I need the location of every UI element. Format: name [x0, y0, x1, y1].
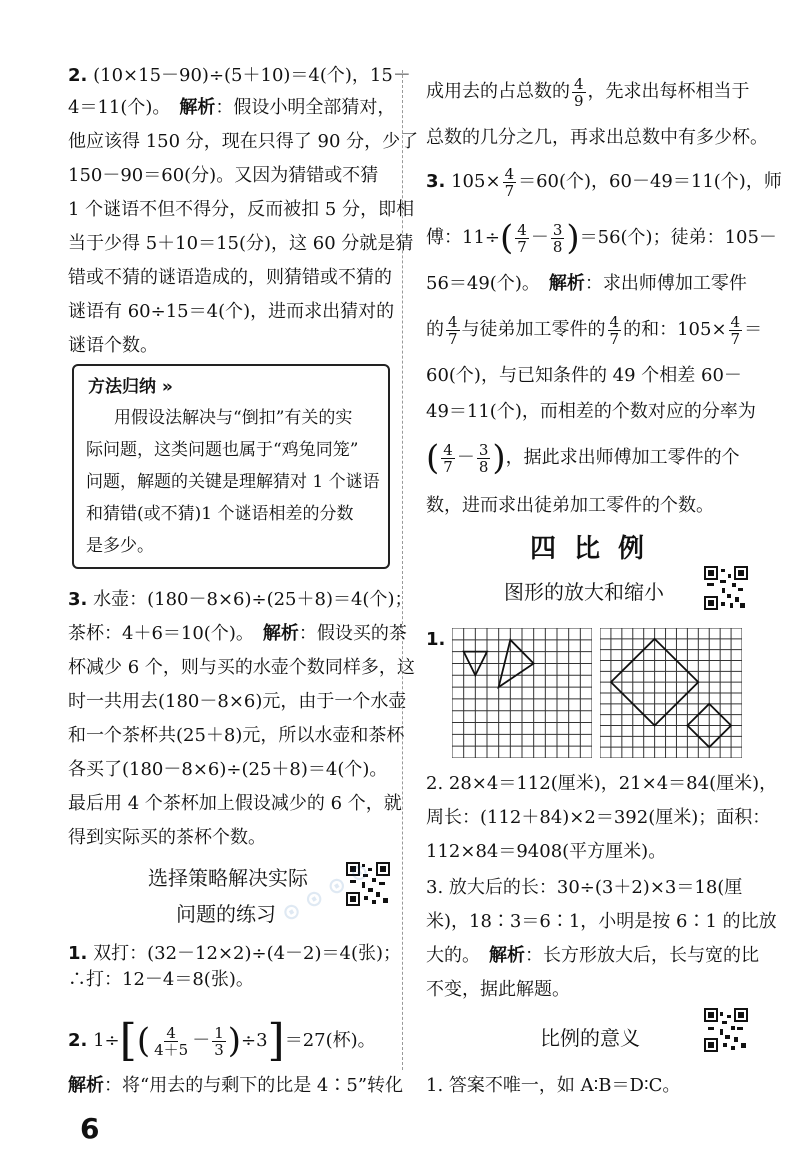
grid-figure-squares [600, 628, 742, 758]
method-summary-box [72, 364, 390, 569]
answer-3-line-4: 时一共用去(180－8×6)元，由于一个水壶 [68, 691, 407, 712]
answer-2-line-7: 错或不猜的谜语造成的，则猜错或不猜的 [68, 267, 392, 288]
section-title-ratio-meaning: 比例的意义 [540, 1026, 640, 1050]
fraction: $\frac{4}{7}$ [504, 164, 515, 200]
fraction: $\frac{4}{4+5}$ [154, 1023, 189, 1059]
grid-figure-triangles [452, 628, 592, 758]
strategy-answer-2: 2. 1÷ [ ( $\frac{4}{4+5}$ － $\frac{1}{3}$ ) ÷3 ] ＝27(杯)。 [68, 1015, 376, 1066]
method-summary-title: 方法归纳 » [88, 377, 173, 397]
answer-2-line-8: 谜语有 60÷15＝4(个)，进而求出猜对的 [68, 301, 395, 322]
answer-3-line-7: 最后用 4 个茶杯加上假设减少的 6 个，就 [68, 793, 402, 814]
enlarge-answer-3-line-3: 大的。 解析：长方形放大后，长与宽的比 [426, 945, 759, 966]
strategy-answer-1-line-1: 1. 双打：(32－12×2)÷(4－2)＝4(张)； [68, 943, 402, 964]
fraction: $\frac{4}{9}$ [574, 74, 584, 110]
enlarge-answer-2-line-2: 周长：(112＋84)×2＝392(厘米)；面积： [426, 807, 771, 828]
right-line-1: 成用去的占总数的 $\frac{4}{9}$ ，先求出每杯相当于 [426, 74, 750, 110]
fraction: $\frac{4}{7}$ [448, 312, 458, 348]
qr-code-icon[interactable] [704, 1008, 748, 1052]
answer-3-right-line-8: 数，进而求出徒弟加工零件的个数。 [426, 495, 714, 516]
answer-2-line-2: 4＝11(个)。 解析：假设小明全部猜对， [68, 97, 396, 118]
answer-3-line-2: 茶杯：4＋6＝10(个)。 解析：假设买的茶 [68, 623, 407, 644]
answer-3-right-line-6: 49＝11(个)，而相差的个数对应的分率为 [426, 401, 756, 422]
answer-2-line-3: 他应该得 150 分，现在只得了 90 分，少了 [68, 131, 419, 152]
enlarge-answer-2-line-3: 112×84＝9408(平方厘米)。 [426, 841, 667, 862]
qr-code-icon[interactable] [704, 566, 748, 610]
answer-2-line-4: 150－90＝60(分)。又因为猜错或不猜 [68, 165, 379, 186]
enlarge-answer-2-line-1: 2. 28×4＝112(厘米)，21×4＝84(厘米)， [426, 773, 778, 794]
answer-2-line-5: 1 个谜语不但不得分，反而被扣 5 分，即相 [68, 199, 415, 220]
enlarge-answer-3-line-1: 3. 放大后的长：30÷(3＋2)×3＝18(厘 [426, 877, 743, 898]
enlarge-answer-3-line-2: 米)，18∶3＝6∶1，小明是按 6∶1 的比放 [426, 911, 777, 932]
answer-3-right-line-7: ( $\frac{4}{7}$ － $\frac{3}{8}$ ) ，据此求出师傅加工零件的个 [426, 438, 740, 478]
method-line-4: 和猜错(或不猜)1 个谜语相差的分数 [86, 504, 354, 524]
answer-3-right-line-4: 的 $\frac{4}{7}$ 与徒弟加工零件的 $\frac{4}{7}$ 的和：105× $\frac{4}{7}$ ＝ [426, 312, 763, 348]
strategy-answer-1-line-2: ∴打：12－4＝8(张)。 [68, 969, 254, 990]
answer-3-right-line-1: 3. 105× $\frac{4}{7}$ ＝60(个)，60－49＝11(个)，师 [426, 164, 782, 200]
fraction: $\frac{4}{7}$ [609, 312, 620, 348]
watermark: ⊙ ⊙ ⊙ ⊙ [277, 857, 374, 928]
ratio-answer-1: 1. 答案不唯一，如 A∶B＝D∶C。 [426, 1075, 681, 1096]
method-line-5: 是多少。 [86, 536, 154, 556]
answer-3-line-3: 杯减少 6 个，则与买的水壶个数同样多，这 [68, 657, 415, 678]
answer-3-right-line-3: 56＝49(个)。 解析：求出师傅加工零件 [426, 273, 747, 294]
fraction: $\frac{4}{7}$ [730, 312, 741, 348]
strategy-answer-2-explanation: 解析：将“用去的与剩下的比是 4∶5”转化 [68, 1075, 404, 1096]
answer-3-line-1: 3. 水壶：(180－8×6)÷(25＋8)＝4(个)； [68, 589, 413, 610]
fraction: $\frac{1}{3}$ [214, 1023, 224, 1059]
answer-2-line-6: 当于少得 5＋10＝15(分)，这 60 分就是猜 [68, 233, 414, 254]
right-line-2: 总数的几分之几，再求出总数中有多少杯。 [426, 127, 768, 148]
answer-3-line-5: 和一个茶杯共(25＋8)元，所以水壶和茶杯 [68, 725, 405, 746]
answer-3-right-line-2: 傅：11÷ ( $\frac{4}{7}$ － $\frac{3}{8}$ ) ＝56(个)；徒弟：105－ [426, 218, 777, 258]
method-line-2: 际问题，这类问题也属于“鸡兔同笼” [86, 440, 359, 460]
method-line-1: 用假设法解决与“倒扣”有关的实 [114, 408, 353, 428]
section-title-strategy-line-1: 选择策略解决实际 [148, 866, 308, 890]
fraction: $\frac{3}{8}$ [478, 440, 489, 476]
chapter-title: 四比例 [530, 534, 663, 564]
method-line-3: 问题，解题的关键是理解猜对 1 个谜语 [86, 472, 380, 492]
section-title-strategy-line-2: 问题的练习 [176, 902, 276, 926]
answer-3-line-6: 各买了(180－8×6)÷(25＋8)＝4(个)。 [68, 759, 388, 780]
answer-2-line-1: 2. (10×15－90)÷(5＋10)＝4(个)，15－ [68, 65, 411, 86]
answer-3-right-line-5: 60(个)，与已知条件的 49 个相差 60－ [426, 365, 742, 386]
page-number: 6 [80, 1112, 100, 1145]
fraction: $\frac{4}{7}$ [517, 220, 527, 256]
answer-2-line-9: 谜语个数。 [68, 335, 158, 356]
fraction: $\frac{3}{8}$ [552, 220, 563, 256]
answer-3-line-8: 得到实际买的茶杯个数。 [68, 827, 266, 848]
enlarge-answer-3-line-4: 不变，据此解题。 [426, 979, 570, 1000]
fraction: $\frac{4}{7}$ [443, 440, 453, 476]
section-title-enlarge-shrink: 图形的放大和缩小 [504, 580, 664, 604]
grid-answer-1-label: 1. [426, 629, 446, 650]
